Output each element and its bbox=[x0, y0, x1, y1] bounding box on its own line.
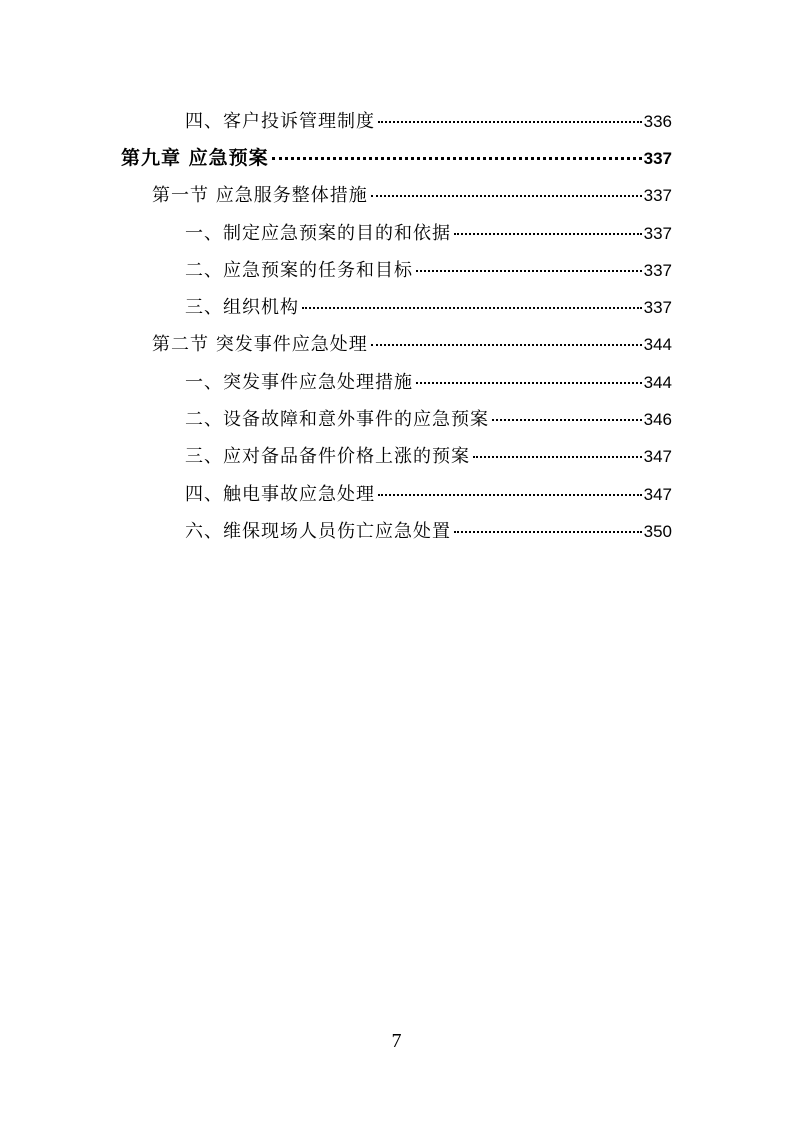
toc-line bbox=[185, 368, 672, 394]
toc-entry-page: 344 bbox=[643, 335, 672, 355]
toc-entry-title: 六、维保现场人员伤亡应急处置 bbox=[185, 520, 451, 542]
toc-entry-page: 337 bbox=[643, 260, 672, 280]
toc-entry-title: 第二节 突发事件应急处理 bbox=[152, 334, 368, 356]
toc-line bbox=[152, 330, 672, 356]
toc-entry[interactable] bbox=[0, 138, 793, 175]
toc-entry[interactable] bbox=[0, 250, 793, 287]
toc-entry-page: 344 bbox=[643, 372, 672, 392]
table-of-contents bbox=[0, 101, 793, 549]
toc-entry-page: 337 bbox=[643, 149, 672, 169]
dot-leader bbox=[272, 157, 642, 160]
toc-line bbox=[185, 442, 672, 468]
dot-leader bbox=[454, 233, 642, 235]
toc-entry-title: 三、应对备品备件价格上涨的预案 bbox=[185, 446, 470, 468]
toc-entry-title: 二、应急预案的任务和目标 bbox=[185, 259, 413, 281]
toc-entry-title: 一、突发事件应急处理措施 bbox=[185, 371, 413, 393]
toc-entry-page: 337 bbox=[643, 186, 672, 206]
toc-entry[interactable] bbox=[0, 287, 793, 324]
toc-line bbox=[121, 143, 672, 170]
toc-line bbox=[185, 107, 672, 133]
toc-entry[interactable] bbox=[0, 511, 793, 548]
toc-entry-title: 三、组织机构 bbox=[185, 297, 299, 319]
toc-entry-page: 346 bbox=[643, 410, 672, 430]
dot-leader bbox=[473, 456, 642, 458]
toc-entry-title: 二、设备故障和意外事件的应急预案 bbox=[185, 409, 489, 431]
toc-entry[interactable] bbox=[0, 362, 793, 399]
toc-entry-page: 347 bbox=[643, 484, 672, 504]
toc-line bbox=[185, 405, 672, 431]
page-number: 7 bbox=[391, 1030, 402, 1052]
toc-line bbox=[185, 256, 672, 282]
dot-leader bbox=[378, 494, 642, 496]
dot-leader bbox=[378, 121, 642, 123]
toc-entry-title: 第九章 应急预案 bbox=[121, 147, 269, 170]
toc-entry-title: 第一节 应急服务整体措施 bbox=[152, 185, 368, 207]
toc-entry-title: 四、触电事故应急处理 bbox=[185, 483, 375, 505]
dot-leader bbox=[454, 531, 642, 533]
toc-entry[interactable] bbox=[0, 325, 793, 362]
toc-entry[interactable] bbox=[0, 101, 793, 138]
toc-entry-page: 337 bbox=[643, 223, 672, 243]
toc-line bbox=[185, 480, 672, 506]
toc-entry[interactable] bbox=[0, 437, 793, 474]
toc-entry[interactable] bbox=[0, 213, 793, 250]
toc-entry-page: 337 bbox=[643, 298, 672, 318]
dot-leader bbox=[371, 344, 642, 346]
dot-leader bbox=[492, 419, 642, 421]
toc-entry[interactable] bbox=[0, 474, 793, 511]
toc-line bbox=[185, 219, 672, 245]
dot-leader bbox=[416, 270, 642, 272]
toc-entry-title: 四、客户投诉管理制度 bbox=[185, 110, 375, 132]
toc-entry-title: 一、制定应急预案的目的和依据 bbox=[185, 222, 451, 244]
toc-line bbox=[185, 517, 672, 543]
dot-leader bbox=[371, 195, 642, 197]
toc-line bbox=[152, 181, 672, 207]
toc-entry[interactable] bbox=[0, 399, 793, 436]
dot-leader bbox=[302, 307, 642, 309]
toc-line bbox=[185, 293, 672, 319]
toc-entry-page: 347 bbox=[643, 447, 672, 467]
dot-leader bbox=[416, 382, 642, 384]
toc-entry-page: 350 bbox=[643, 521, 672, 541]
toc-entry-page: 336 bbox=[643, 111, 672, 131]
toc-entry[interactable] bbox=[0, 176, 793, 213]
